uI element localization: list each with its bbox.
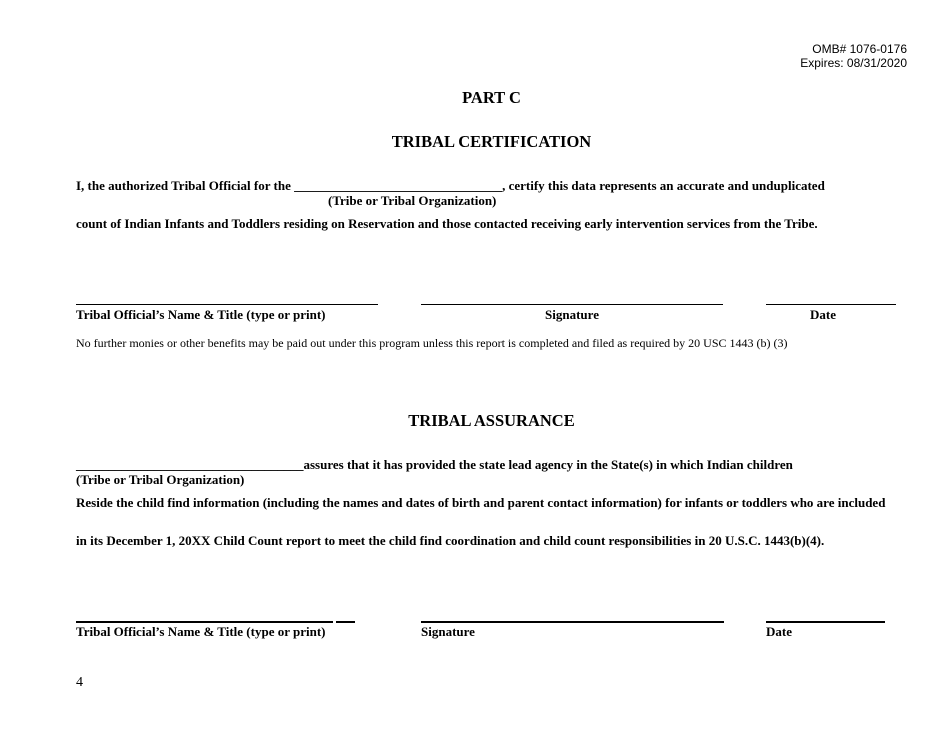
signature-label: Signature <box>545 307 599 322</box>
assurance-statement-line1 <box>76 457 793 473</box>
official-name-label: Tribal Official’s Name & Title (type or print) <box>76 624 326 639</box>
certification-title: TRIBAL CERTIFICATION <box>391 132 592 151</box>
tribe-field-caption: (Tribe or Tribal Organization) <box>76 472 245 487</box>
certification-statement-start: I, the authorized Tribal Official for the <box>76 178 295 193</box>
assurance-statement-line2: Reside the child find information (including the names and dates of birth and parent contact information) for infants or toddlers who are included <box>76 495 886 510</box>
tribe-name-field[interactable]: ___________________________________ <box>76 457 304 472</box>
assurance-statement-line3: in its December 1, 20XX Child Count report to meet the child find coordination and child count responsibilities in 20 U.S.C. 1443(b)(4). <box>76 533 825 548</box>
official-name-line[interactable] <box>76 621 333 623</box>
official-name-label: Tribal Official’s Name & Title (type or print) <box>76 307 326 322</box>
omb-number: OMB# 1076-0176 <box>812 42 907 56</box>
date-line[interactable] <box>766 621 885 623</box>
omb-block <box>800 42 907 70</box>
certification-statement-line2: count of Indian Infants and Toddlers residing on Reservation and those contacted receiving early intervention services from the Tribe. <box>76 216 818 231</box>
tribe-name-field[interactable]: ________________________________ <box>294 178 503 193</box>
assurance-title: TRIBAL ASSURANCE <box>408 411 575 430</box>
legal-notice: No further monies or other benefits may be paid out under this program unless this report is completed and filed as required by 20 USC 1443 (b) (3) <box>76 336 788 350</box>
part-title: PART C <box>462 88 521 107</box>
date-label: Date <box>810 307 836 322</box>
certification-statement-end: , certify this data represents an accurate and unduplicated <box>502 178 825 193</box>
certification-statement-line1 <box>76 178 825 194</box>
signature-label: Signature <box>421 624 475 639</box>
tribe-field-caption: (Tribe or Tribal Organization) <box>328 193 497 208</box>
date-label: Date <box>766 624 792 639</box>
page-number: 4 <box>76 675 83 690</box>
assurance-statement-start: assures that it has provided the state lead agency in the State(s) in which Indian children <box>303 457 793 472</box>
signature-line[interactable] <box>421 621 724 623</box>
official-name-line-extension <box>336 621 355 623</box>
official-name-line[interactable] <box>76 304 378 305</box>
signature-line[interactable] <box>421 304 723 305</box>
expiration-date: Expires: 08/31/2020 <box>800 56 907 70</box>
date-line[interactable] <box>766 304 896 305</box>
